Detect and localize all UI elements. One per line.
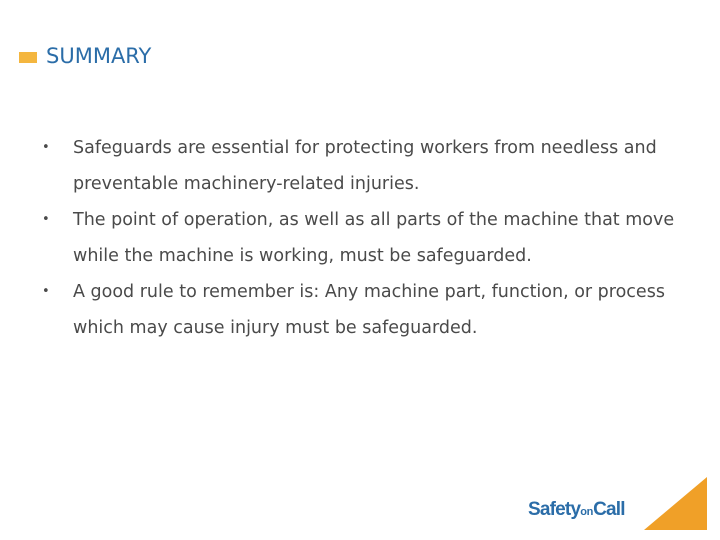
corner-triangle-shape (644, 477, 707, 530)
title-marker (19, 52, 37, 63)
corner-triangle-decoration (644, 477, 707, 530)
bullet-item (40, 130, 700, 202)
logo-text-call: Call (593, 499, 625, 520)
bullet-text: A good rule to remember is: Any machine part, function, or process which may cause injury must be safeguarded. (73, 282, 665, 338)
slide-title: SUMMARY (46, 44, 152, 68)
bullet-item (40, 202, 700, 274)
bullet-dot-icon: • (42, 140, 50, 155)
safety-on-call-logo (528, 499, 625, 523)
bullet-dot-icon: • (42, 284, 50, 299)
logo-text-safety: Safety (528, 499, 581, 520)
bullet-list (40, 130, 700, 346)
bullet-text: Safeguards are essential for protecting workers from needless and preventable machinery-related injuries. (73, 138, 657, 194)
logo-text-on: on (580, 506, 594, 518)
bullet-dot-icon: • (42, 212, 50, 227)
bullet-text: The point of operation, as well as all parts of the machine that move while the machine is working, must be safeguarded. (73, 210, 675, 266)
bullet-item (40, 274, 700, 346)
